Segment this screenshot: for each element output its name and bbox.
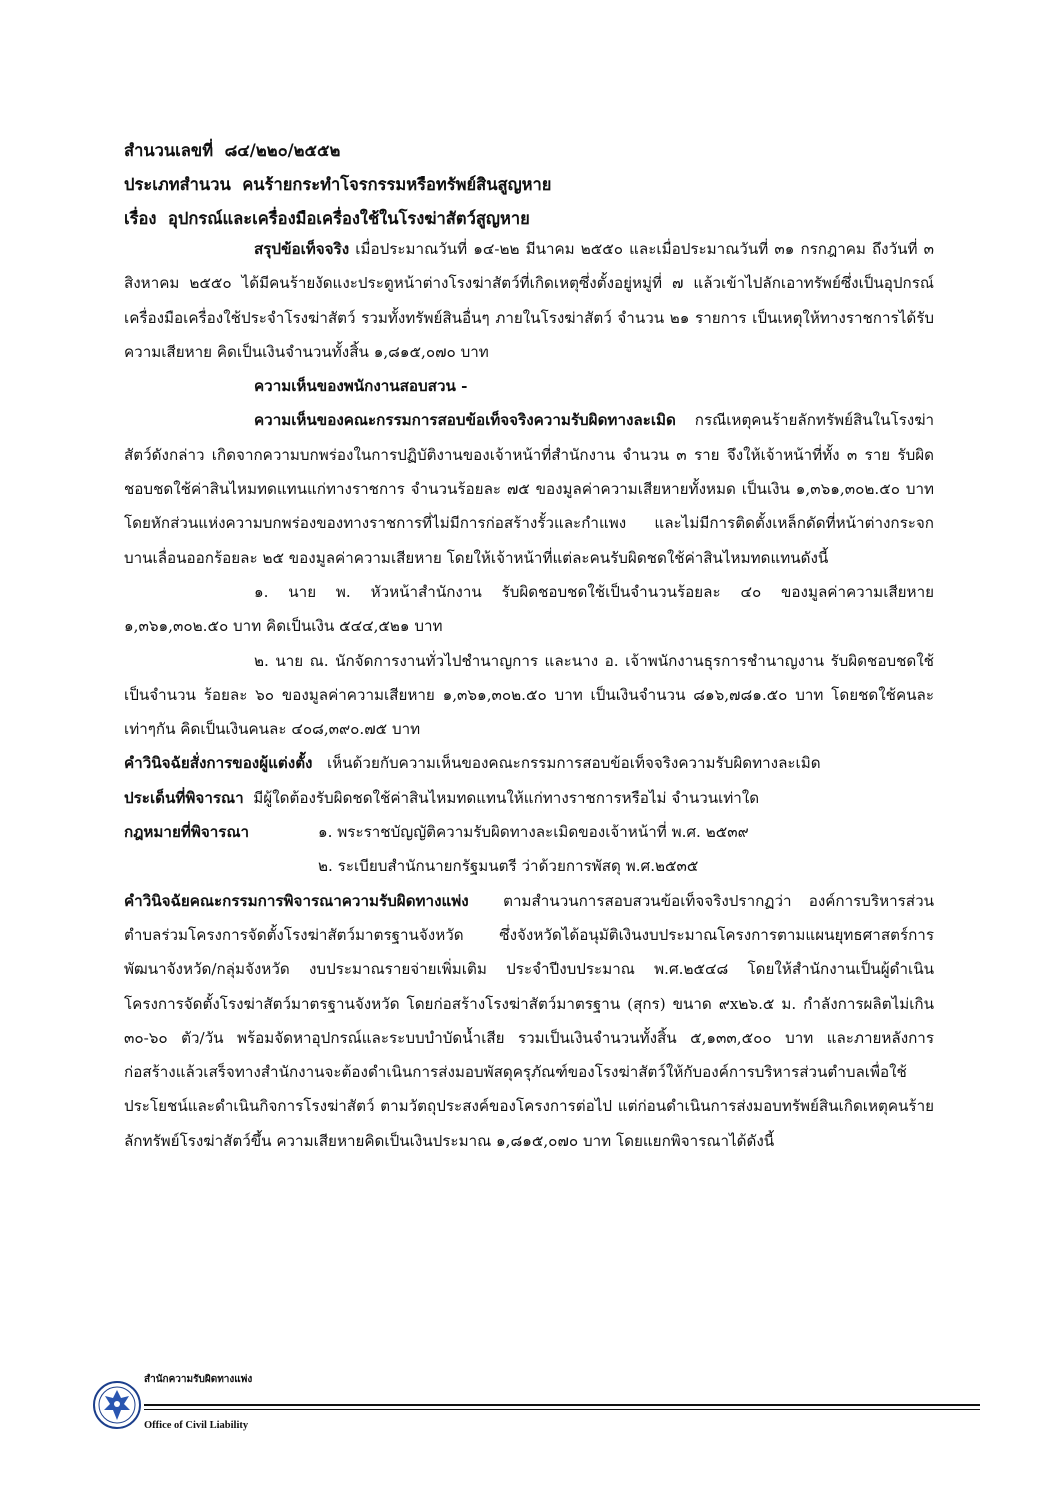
summary-label: สรุปข้อเท็จจริง [254,240,350,258]
issue-text: มีผู้ใดต้องรับผิดชดใช้ค่าสินไหมทดแทนให้แก่ทางราชการหรือไม่ จำนวนเท่าใด [253,788,760,807]
summary-paragraph [124,232,934,369]
footer-unit-name: สำนักความรับผิดทางแพ่ง [144,1374,253,1385]
committee-opinion-text: กรณีเหตุคนร้ายลักทรัพย์สินในโรงฆ่าสัตว์ดังกล่าว เกิดจากความบกพร่องในการปฏิบัติงานของเจ้าหน้าที่สำนักงาน จำนวน ๓ ราย จึงให้เจ้าหน้าที่ทั้ง ๓ ราย รับผิดชอบชดใช้ค่าสินไหมทดแทนแก่ทางราชการ จำนวนร้อยละ ๗๕ ของมูลค่าความเสียหายทั้งหมด เป็นเงิน ๑,๓๖๑,๓๐๒.๕๐ บาท โดยหักส่วนแห่งความบกพร่องของทางราชการที่ไม่มีการก่อสร้างรั้วและกำแพง และไม่มีการติดตั้งเหล็กดัดที่หน้าต่างกระจกบานเลื่อนออกร้อยละ ๒๕ ของมูลค่าความเสียหาย โดยให้เจ้าหน้าที่แต่ละคนรับผิดชดใช้ค่าสินไหมทดแทนดังนี้ [124,411,934,567]
committee-opinion-label: ความเห็นของคณะกรรมการสอบข้อเท็จจริงความรับผิดทางละเมิด [254,411,676,430]
law-label: กฎหมายที่พิจารณา [124,823,250,842]
committee-opinion-paragraph [124,403,934,574]
investigator-opinion-heading: ความเห็นของพนักงานสอบสวน - [254,377,468,396]
case-number-value: ๘๔/๒๒๐/๒๕๕๒ [224,141,341,160]
case-number-label: สำนวนเลขที่ [124,141,214,160]
law-item-1: ๑. พระราชบัญญัติความรับผิดทางละเมิดของเจ้าหน้าที่ พ.ศ. ๒๕๓๙ [318,823,749,842]
issue-label: ประเด็นที่พิจารณา [124,788,244,807]
case-type-value: คนร้ายกระทำโจรกรรมหรือทรัพย์สินสูญหาย [242,175,552,194]
case-number-line [124,138,340,164]
appointer-order-text: เห็นด้วยกับความเห็นของคณะกรรมการสอบข้อเท็จจริงความรับผิดทางละเมิด [326,754,821,773]
law-item-2: ๒. ระเบียบสำนักนายกรัฐมนตรี ว่าด้วยการพัสดุ พ.ศ.๒๕๓๕ [318,857,699,876]
issue-line [124,781,934,815]
footer-rule-thin [144,1409,980,1410]
law-line-1 [124,815,934,849]
civil-decision-paragraph [124,884,934,1158]
civil-decision-text: ตามสำนวนการสอบสวนข้อเท็จจริงปรากฏว่า องค์การบริหารส่วนตำบลร่วมโครงการจัดตั้งโรงฆ่าสัตว์มาตรฐานจังหวัด ซึ่งจังหวัดได้อนุมัติเงินงบประมาณโครงการตามแผนยุทธศาสตร์การพัฒนาจังหวัด/กลุ่มจังหวัด งบประมาณรายจ่ายเพิ่มเติม ประจำปีงบประมาณ พ.ศ.๒๕๔๘ โดยให้สำนักงานเป็นผู้ดำเนินโครงการจัดตั้งโรงฆ่าสัตว์มาตรฐานจังหวัด โดยก่อสร้างโรงฆ่าสัตว์มาตรฐาน (สุกร) ขนาด ๙x๒๖.๕ ม. กำลังการผลิตไม่เกิน ๓๐-๖๐ ตัว/วัน พร้อมจัดหาอุปกรณ์และระบบบำบัดน้ำเสีย รวมเป็นเงินจำนวนทั้งสิ้น ๕,๑๓๓,๕๐๐ บาท และภายหลังการก่อสร้างแล้วเสร็จทางสำนักงานจะต้องดำเนินการส่งมอบพัสดุครุภัณฑ์ของโรงฆ่าสัตว์ให้กับองค์การบริหารส่วนตำบลเพื่อใช้ประโยชน์และดำเนินกิจการโรงฆ่าสัตว์ ตามวัตถุประสงค์ของโครงการต่อไป แต่ก่อนดำเนินการส่งมอบทรัพย์สินเกิดเหตุคนร้ายลักทรัพย์โรงฆ่าสัตว์ขึ้น ความเสียหายคิดเป็นเงินประมาณ ๑,๘๑๕,๐๗๐ บาท โดยแยกพิจารณาได้ดังนี้ [124,891,934,1150]
committee-item-2: ๒. นาย ณ. นักจัดการงานทั่วไปชำนาญการ และนาง อ. เจ้าพนักงานธุรการชำนาญงาน รับผิดชอบชดใช้เป็นจำนวน ร้อยละ ๖๐ ของมูลค่าความเสียหาย ๑,๓๖๑,๓๐๒.๕๐ บาท เป็นเงินจำนวน ๘๑๖,๗๘๑.๕๐ บาท โดยชดใช้คนละเท่าๆกัน คิดเป็นเงินคนละ ๔๐๘,๓๙๐.๗๕ บาท [124,651,934,739]
appointer-order-label: คำวินิจฉัยสั่งการของผู้แต่งตั้ง [124,754,313,773]
garuda-seal-icon [92,1380,142,1430]
subject-label: เรื่อง [124,209,157,228]
subject-value: อุปกรณ์และเครื่องมือเครื่องใช้ในโรงฆ่าสัตว์สูญหาย [167,209,530,228]
committee-item-1: ๑. นาย พ. หัวหน้าสำนักงาน รับผิดชอบชดใช้เป็นจำนวนร้อยละ ๔๐ ของมูลค่าความเสียหาย ๑,๓๖๑,๓๐๒.๕๐ บาท คิดเป็นเงิน ๕๔๔,๕๒๑ บาท [124,582,934,636]
footer-rule-thick [144,1404,980,1406]
document-body [124,232,934,1158]
subject-line [124,206,530,232]
case-type-label: ประเภทสำนวน [124,175,231,194]
appointer-order-line [124,746,934,780]
page-footer [92,1370,982,1440]
footer-english-name: Office of Civil Liability [144,1420,249,1431]
summary-text: เมื่อประมาณวันที่ ๑๔-๒๒ มีนาคม ๒๕๕๐ และเมื่อประมาณวันที่ ๓๑ กรกฎาคม ถึงวันที่ ๓ สิงหาคม ๒๕๕๐ ได้มีคนร้ายงัดแงะประตูหน้าต่างโรงฆ่าสัตว์ที่เกิดเหตุซึ่งตั้งอยู่หมู่ที่ ๗ แล้วเข้าไปลักเอาทรัพย์ซึ่งเป็นอุปกรณ์ เครื่องมือเครื่องใช้ประจำโรงฆ่าสัตว์ รวมทั้งทรัพย์สินอื่นๆ ภายในโรงฆ่าสัตว์ จำนวน ๒๑ รายการ เป็นเหตุให้ทางราชการได้รับความเสียหาย คิดเป็นเงินจำนวนทั้งสิ้น ๑,๘๑๕,๐๗๐ บาท [124,240,934,361]
civil-decision-label: คำวินิจฉัยคณะกรรมการพิจารณาความรับผิดทางแพ่ง [124,891,469,910]
case-type-line [124,172,551,198]
